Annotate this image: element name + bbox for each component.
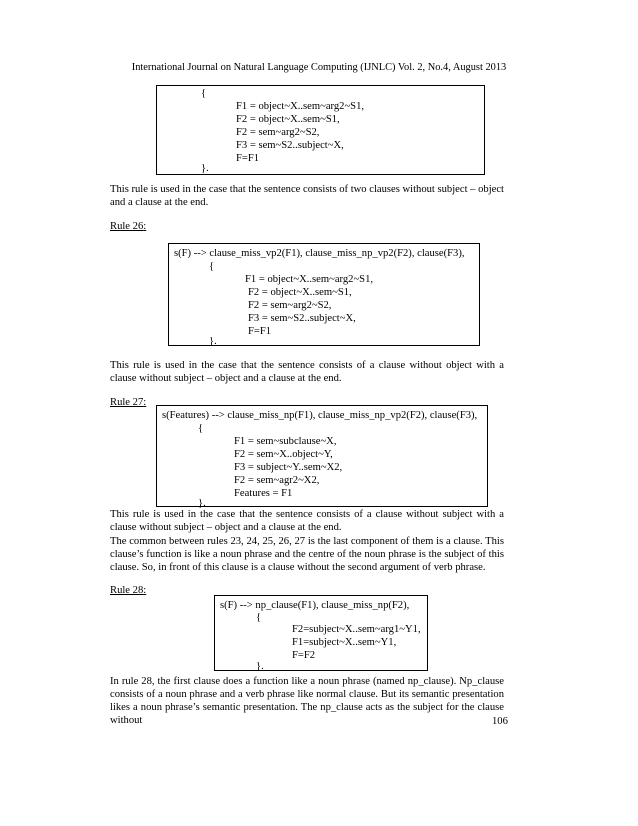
code-line: Features = F1 xyxy=(234,488,293,499)
code-line: F2 = object~X..sem~S1, xyxy=(236,114,340,125)
close-brace: }. xyxy=(201,163,209,174)
code-box-rule-27 xyxy=(156,405,488,507)
paragraph: This rule is used in the case that the sentence consists of a clause without object with a clause without subject – object and a clause at the end. xyxy=(110,360,504,384)
paragraph: This rule is used in the case that the sentence consists of two clauses without subject – object and a clause at the end. xyxy=(110,184,504,208)
close-brace: }. xyxy=(209,336,217,347)
open-brace: { xyxy=(256,612,262,623)
code-line: F2 = object~X..sem~S1, xyxy=(248,287,352,298)
paragraph: This rule is used in the case that the sentence consists of a clause without subject with a clause without subject – object and a clause at the end. xyxy=(110,509,504,533)
code-line: F1 = object~X..sem~arg2~S1, xyxy=(245,274,374,285)
rule-label-colon: : xyxy=(143,221,147,232)
code-line: F2 = sem~X..object~Y, xyxy=(234,449,333,460)
code-line: F3 = subject~Y..sem~X2, xyxy=(234,462,343,473)
code-line: F1=subject~X..sem~Y1, xyxy=(292,637,397,648)
code-line: F2 = sem~arg2~S2, xyxy=(236,127,320,138)
code-line: F=F1 xyxy=(236,153,260,164)
code-box-rule-26 xyxy=(168,243,480,346)
code-line: F2 = sem~agr2~X2, xyxy=(234,475,320,486)
rule-27-label xyxy=(110,396,146,409)
rule-head: s(Features) --> clause_miss_np(F1), clause_miss_np_vp2(F2), clause(F3), xyxy=(162,410,478,421)
journal-header: International Journal on Natural Language Computing (IJNLC) Vol. 2, No.4, August 2013 xyxy=(131,62,507,73)
code-line: F=F2 xyxy=(292,650,316,661)
page-number: 106 xyxy=(492,716,508,727)
open-brace: { xyxy=(209,261,215,272)
code-line: F=F1 xyxy=(248,326,272,337)
rule-label-colon: : xyxy=(143,397,147,408)
rule-label-text: Rule 26 xyxy=(110,221,144,232)
close-brace: }. xyxy=(256,661,264,672)
close-brace: }. xyxy=(198,498,206,509)
rule-label-colon: : xyxy=(143,585,147,596)
paragraph: The common between rules 23, 24, 25, 26, 27 is the last component of them is a clause. This clause’s function is like a noun phrase and the centre of the noun phrase is the subject of this clause. So, in front of this clause is a clause without the second argument of verb phrase. xyxy=(110,536,504,573)
rule-head: s(F) --> np_clause(F1), clause_miss_np(F2), xyxy=(220,600,410,611)
rule-28-label xyxy=(110,584,146,597)
code-line: F3 = sem~S2..subject~X, xyxy=(236,140,344,151)
code-line: F1 = sem~subclause~X, xyxy=(234,436,337,447)
rule-label-text: Rule 27 xyxy=(110,397,144,408)
code-line: F2=subject~X..sem~arg1~Y1, xyxy=(292,624,421,635)
open-brace: { xyxy=(198,423,204,434)
code-line: F3 = sem~S2..subject~X, xyxy=(248,313,356,324)
rule-label-text: Rule 28 xyxy=(110,585,144,596)
code-box-rule-28 xyxy=(214,595,428,671)
open-brace: { xyxy=(201,88,207,99)
code-line: F2 = sem~arg2~S2, xyxy=(248,300,332,311)
paragraph: In rule 28, the first clause does a function like a noun phrase (named np_clause). Np_clause consists of a noun phrase and a verb phrase like normal clause. But its semantic presentation likes a noun phrase’s semantic presentation. The np_clause acts as the subject for the clause without xyxy=(110,676,504,726)
rule-head: s(F) --> clause_miss_vp2(F1), clause_miss_np_vp2(F2), clause(F3), xyxy=(174,248,465,259)
code-line: F1 = object~X..sem~arg2~S1, xyxy=(236,101,365,112)
rule-26-label xyxy=(110,220,146,233)
code-box-1 xyxy=(156,85,485,175)
